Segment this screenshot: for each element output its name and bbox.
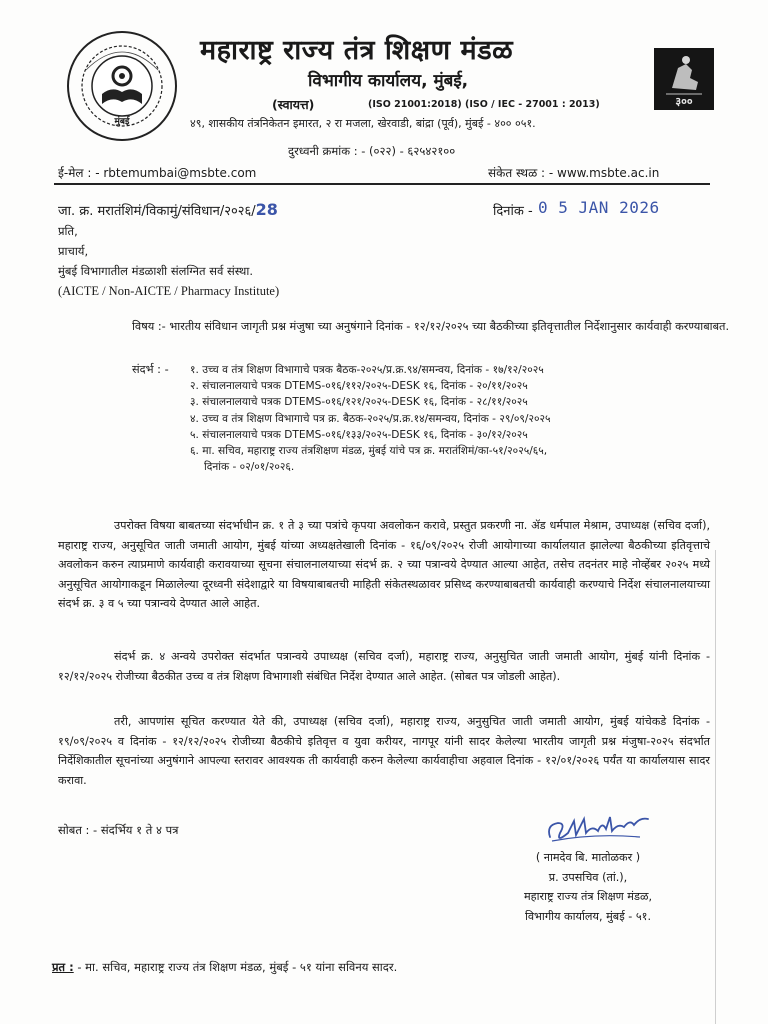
signatory-block (470, 848, 706, 926)
org-title: महाराष्ट्र राज्य तंत्र शिक्षण मंडळ (200, 35, 514, 66)
msbte-logo (66, 30, 178, 142)
recipient-institutions: मुंबई विभागातील मंडळाशी संलग्नित सर्व संस्था. (58, 264, 254, 278)
handwritten-signature (544, 803, 654, 851)
copy-to (52, 960, 397, 975)
reference-item: ६. मा. सचिव, महाराष्ट्र राज्य तंत्रशिक्षण मंडळ, मुंबई यांचे पत्र क्र. मरातंशिमं/का-५१/२०२५/६५, (190, 445, 548, 458)
body-paragraph-1 (58, 516, 710, 614)
reference-number (58, 200, 278, 219)
reference-item: २. संचालनालयाचे पत्रक DTEMS-०१६/११२/२०२५-DESK १६, दिनांक - २०/११/२०२५ (190, 380, 528, 393)
references-label: संदर्भ : - (132, 363, 169, 376)
copy-to-text: - मा. सचिव, महाराष्ट्र राज्य तंत्र शिक्षण मंडळ, मुंबई - ५१ यांना सविनय सादर. (77, 960, 398, 974)
body-paragraph-2-text: संदर्भ क्र. ४ अन्वये उपरोक्त संदर्भात पत्रान्वये उपाध्यक्ष (सचिव दर्जा), महाराष्ट्र राज्य, अनुसुचित जाती जमाती आयोग, मुंबई यांनी दिनांक - १२/१२/२०२५ रोजीच्या बैठकीत उच्च व तंत्र शिक्षण विभागाशी संबंधित निर्देश देण्यात आले आहेत. (सोबत पत्र जोडली आहेत). (58, 650, 710, 683)
subject-line: विषय :- भारतीय संविधान जागृती प्रश्न मंजुषा च्या अनुषंगाने दिनांक - १२/१२/२०२५ च्या बैठकीच्या इतिवृत्तातील निर्देशानुसार कार्यवाही करण्याबाबत. (132, 320, 730, 333)
iso-certification: (ISO 21001:2018) (ISO / IEC - 27001 : 2013) (368, 99, 600, 110)
autonomous-label: (स्वायत्त) (272, 97, 315, 112)
signatory-organization: महाराष्ट्र राज्य तंत्र शिक्षण मंडळ, (523, 890, 653, 903)
enclosure-note: सोबत : - संदर्भिय १ ते ४ पत्र (58, 823, 179, 837)
reference-item: ३. संचालनालयाचे पत्रक DTEMS-०१६/१२१/२०२५-DESK १६, दिनांक - २८/११/२०२५ (190, 396, 528, 409)
scan-edge-line (715, 550, 716, 1024)
signatory-office: विभागीय कार्यालय, मुंबई - ५१. (524, 909, 652, 923)
recipient-salutation: प्रति, (58, 224, 78, 238)
reference-item: १. उच्च व तंत्र शिक्षण विभागाचे पत्रक बैठक-२०२५/प्र.क्र.९४/समन्वय, दिनांक - १७/१२/२०२५ (190, 364, 544, 376)
signatory-designation: प्र. उपसचिव (तां.), (548, 870, 628, 884)
body-paragraph-1-text: उपरोक्त विषया बाबतच्या संदर्भाधीन क्र. १ ते ३ च्या पत्रांचे कृपया अवलोकन करावे, प्रस्तुत प्रकरणी ना. ॲड धर्मपाल मेश्राम, उपाध्यक्ष (सचिव दर्जा), महाराष्ट्र राज्य, अनुसूचित जाती जमाती आयोग, मुंबई यांच्या अध्यक्षतेखाली दिनांक - १६/०९/२०२५ रोजी आयोगाच्या कार्यालयात झालेल्या बैठकीच्या इतिवृत्ताचे अवलोकन करुन त्याप्रमाणे कार्यवाही करावयाच्या सूचना संचालनालयाच्या संदर्भ क्र. २ च्या पत्रान्वये देण्यात आल्या आहेत, तसेच तदनंतर माहे नोव्हेंबर २०२५ मध्ये अनुसूचित आयोगाकडून मिळालेल्या दूरध्वनी संदेशाद्वारे या विषयाबाबतची माहिती संकेतस्थळावर प्रसिध्द करण्याबाबतची कार्यवाही करण्याचे निर्देश संचालनालयाच्या संदर्भ क्र. ३ व ५ च्या पत्रान्वये देण्यात आले आहेत. (58, 519, 710, 611)
emblem-caption: ३०० (675, 95, 693, 108)
body-paragraph-3 (58, 712, 710, 790)
date-label: दिनांक - (493, 204, 533, 219)
recipient-category: (AICTE / Non-AICTE / Pharmacy Institute) (58, 284, 280, 298)
recipient-title: प्राचार्य, (58, 244, 89, 258)
office-address: ४९, शासकीय तंत्रनिकेतन इमारत, २ रा मजला, खेरवाडी, बांद्रा (पूर्व), मुंबई - ४०० ०५१. (190, 117, 536, 130)
logo-caption: मुंबई (114, 117, 130, 127)
office-name: विभागीय कार्यालय, मुंबई, (308, 71, 469, 91)
reference-item-continuation: दिनांक - ०२/०१/२०२६. (204, 461, 295, 474)
body-paragraph-2 (58, 647, 710, 686)
phone-number: दुरध्वनी क्रमांक : - (०२२) - ६२५४२१०० (288, 144, 456, 158)
reference-item: ४. उच्च व तंत्र शिक्षण विभागाचे पत्र क्र. बैठक-२०२५/प्र.क्र.१४/समन्वय, दिनांक - २९/०९/२०२५ (190, 412, 551, 425)
signatory-name: ( नामदेव बि. मातोळकर ) (535, 851, 641, 864)
reference-item: ५. संचालनालयाचे पत्रक DTEMS-०१६/१३३/२०२५-DESK १६, दिनांक - ३०/१२/२०२५ (190, 428, 528, 441)
reference-number-handwritten: 28 (255, 200, 278, 219)
copy-to-label: प्रत : (52, 960, 74, 974)
anniversary-emblem (654, 48, 714, 110)
body-paragraph-3-text: तरी, आपणांस सूचित करण्यात येते की, उपाध्यक्ष (सचिव दर्जा), महाराष्ट्र राज्य, अनुसुचित जाती जमाती आयोग, मुंबई यांचेकडे दिनांक - १९/०९/२०२५ व दिनांक - १२/१२/२०२५ रोजीच्या बैठकीचे इतिवृत्त व युवा करीयर, नागपूर यांनी सादर केलेल्या भारतीय जागृती प्रश्न मंजुषा-२०२५ संदर्भात निर्देशिकातील सूचनांच्या अनुषंगाने आपल्या स्तरावर आवश्यक ती कार्यवाही करुन केलेल्या कार्यवाहीचा अहवाल दिनांक - १२/०१/२०२६ पर्यंत या कार्यालयास सादर करावा. (58, 715, 710, 787)
header-divider (54, 183, 710, 185)
email-address: ई-मेल : - rbtemumbai@msbte.com (58, 166, 257, 180)
website-address: संकेत स्थळ : - www.msbte.ac.in (488, 166, 660, 180)
date-stamp: 0 5 JAN 2026 (538, 198, 660, 217)
references-list (190, 362, 730, 475)
reference-number-text: जा. क्र. मरातंशिमं/विकामुं/संविधान/२०२६/ (58, 204, 256, 219)
